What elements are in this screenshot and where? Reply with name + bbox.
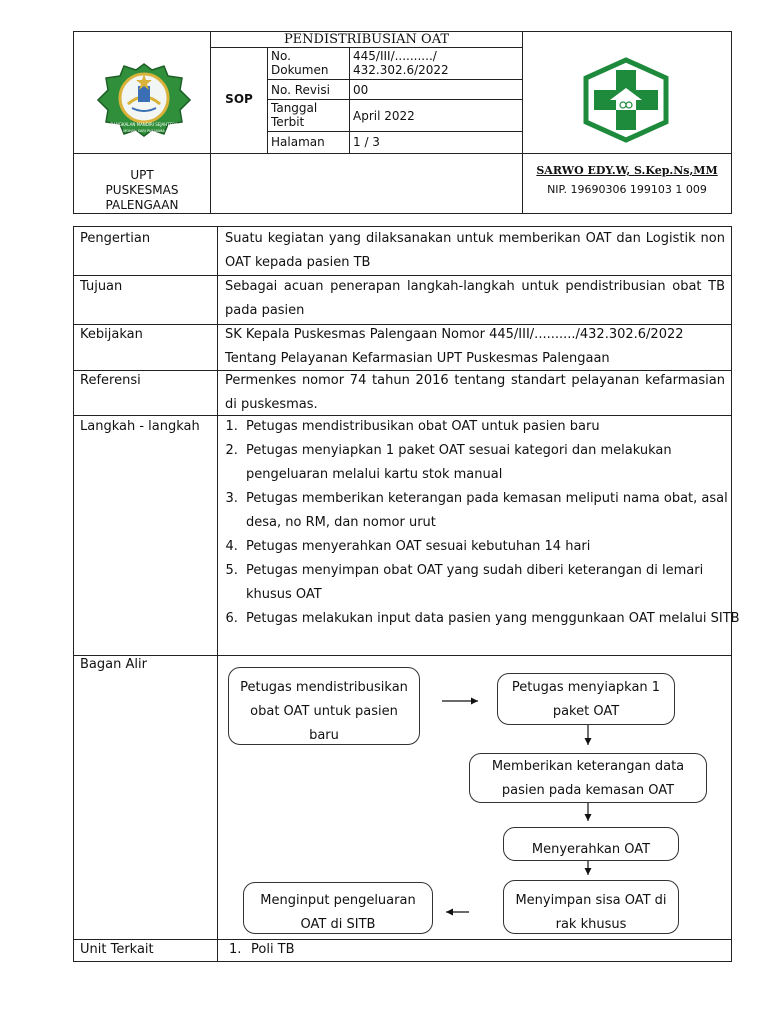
sop-header [73,31,732,214]
label-pengertian: Pengertian [80,231,151,246]
document-title: PENDISTRIBUSIAN OAT [283,32,450,47]
step-item: 5. Petugas menyimpan obat OAT yang sudah diberi keterangan di lemari khusus OAT [242,559,748,607]
text-kebijakan-2: Tentang Pelayanan Kefarmasian UPT Puskesmas Palengaan [225,351,610,366]
step-item: 1. Petugas mendistribusikan obat OAT untuk pasien baru [242,415,748,439]
step-item: 4. Petugas menyerahkan OAT sesuai kebutuhan 14 hari [242,535,748,559]
signatory-name: SARWO EDY.W, S.Kep.Ns,MM [536,164,718,177]
row-label-halaman: Halaman [271,135,325,149]
logo-ring-text: BANGKALAN MANDIRI SEJAHTERA [110,122,178,127]
row-label-dokumen: No. Dokumen [271,49,329,77]
step-item: 3. Petugas memberikan keterangan pada kemasan meliputi nama obat, asal desa, no RM, dan nomor urut [242,487,748,535]
flow-arrows [74,227,731,961]
step-item: 6. Petugas melakukan input data pasien yang menggunkaan OAT melalui SITB [242,607,748,631]
logo-base-text: MOHAN SARI PARAJAMA [123,129,165,133]
label-langkah: Langkah - langkah [80,419,200,434]
label-bagan-alir: Bagan Alir [80,657,147,672]
flow-box-menyerahkan: Menyerahkan OAT [503,827,679,861]
text-pengertian: Suatu kegiatan yang dilaksanakan untuk memberikan OAT dan Logistik non OAT kepada pasien TB [225,231,725,270]
row-value-tanggal: April 2022 [353,109,415,123]
row-label-tanggal: Tanggal Terbit [271,101,318,129]
sop-label: SOP [225,92,253,106]
label-tujuan: Tujuan [80,279,123,294]
unit-item-number: 1. [229,942,242,957]
flow-box-menyimpan: Menyimpan sisa OAT di rak khusus [503,880,679,934]
flow-box-menyiapkan: Petugas menyiapkan 1 paket OAT [497,673,675,725]
text-kebijakan-1: SK Kepala Puskesmas Palengaan Nomor 445/III/........../432.302.6/2022 [225,327,684,342]
puskesmas-logo [578,56,674,144]
unit-item: Poli TB [251,942,295,957]
signatory-nip: NIP. 19690306 199103 1 009 [547,183,707,196]
label-unit-terkait: Unit Terkait [80,942,154,957]
institution-name: UPT PUSKESMAS PALENGAAN [105,168,179,212]
row-value-revisi: 00 [353,83,369,97]
label-kebijakan: Kebijakan [80,327,143,342]
text-referensi: Permenkes nomor 74 tahun 2016 tentang standart pelayanan kefarmasian di puskesmas. [225,373,725,412]
row-value-halaman: 1 / 3 [353,135,380,149]
row-label-revisi: No. Revisi [271,83,330,97]
step-item: 2. Petugas menyiapkan 1 paket OAT sesuai kategori dan melakukan pengeluaran melalui kartu stok manual [242,439,748,487]
sop-content-table [73,226,740,962]
kabupaten-logo [94,60,194,140]
flow-box-distribusi: Petugas mendistribusikan obat OAT untuk pasien baru [228,667,420,745]
flow-box-keterangan: Memberikan keterangan data pasien pada kemasan OAT [469,753,707,803]
label-referensi: Referensi [80,373,141,388]
flow-box-input-sitb: Menginput pengeluaran OAT di SITB [243,882,433,934]
row-value-dokumen: 445/III/........../ 432.302.6/2022 [353,49,449,77]
text-tujuan: Sebagai acuan penerapan langkah-langkah untuk pendistribusian obat TB pada pasien [225,279,725,318]
